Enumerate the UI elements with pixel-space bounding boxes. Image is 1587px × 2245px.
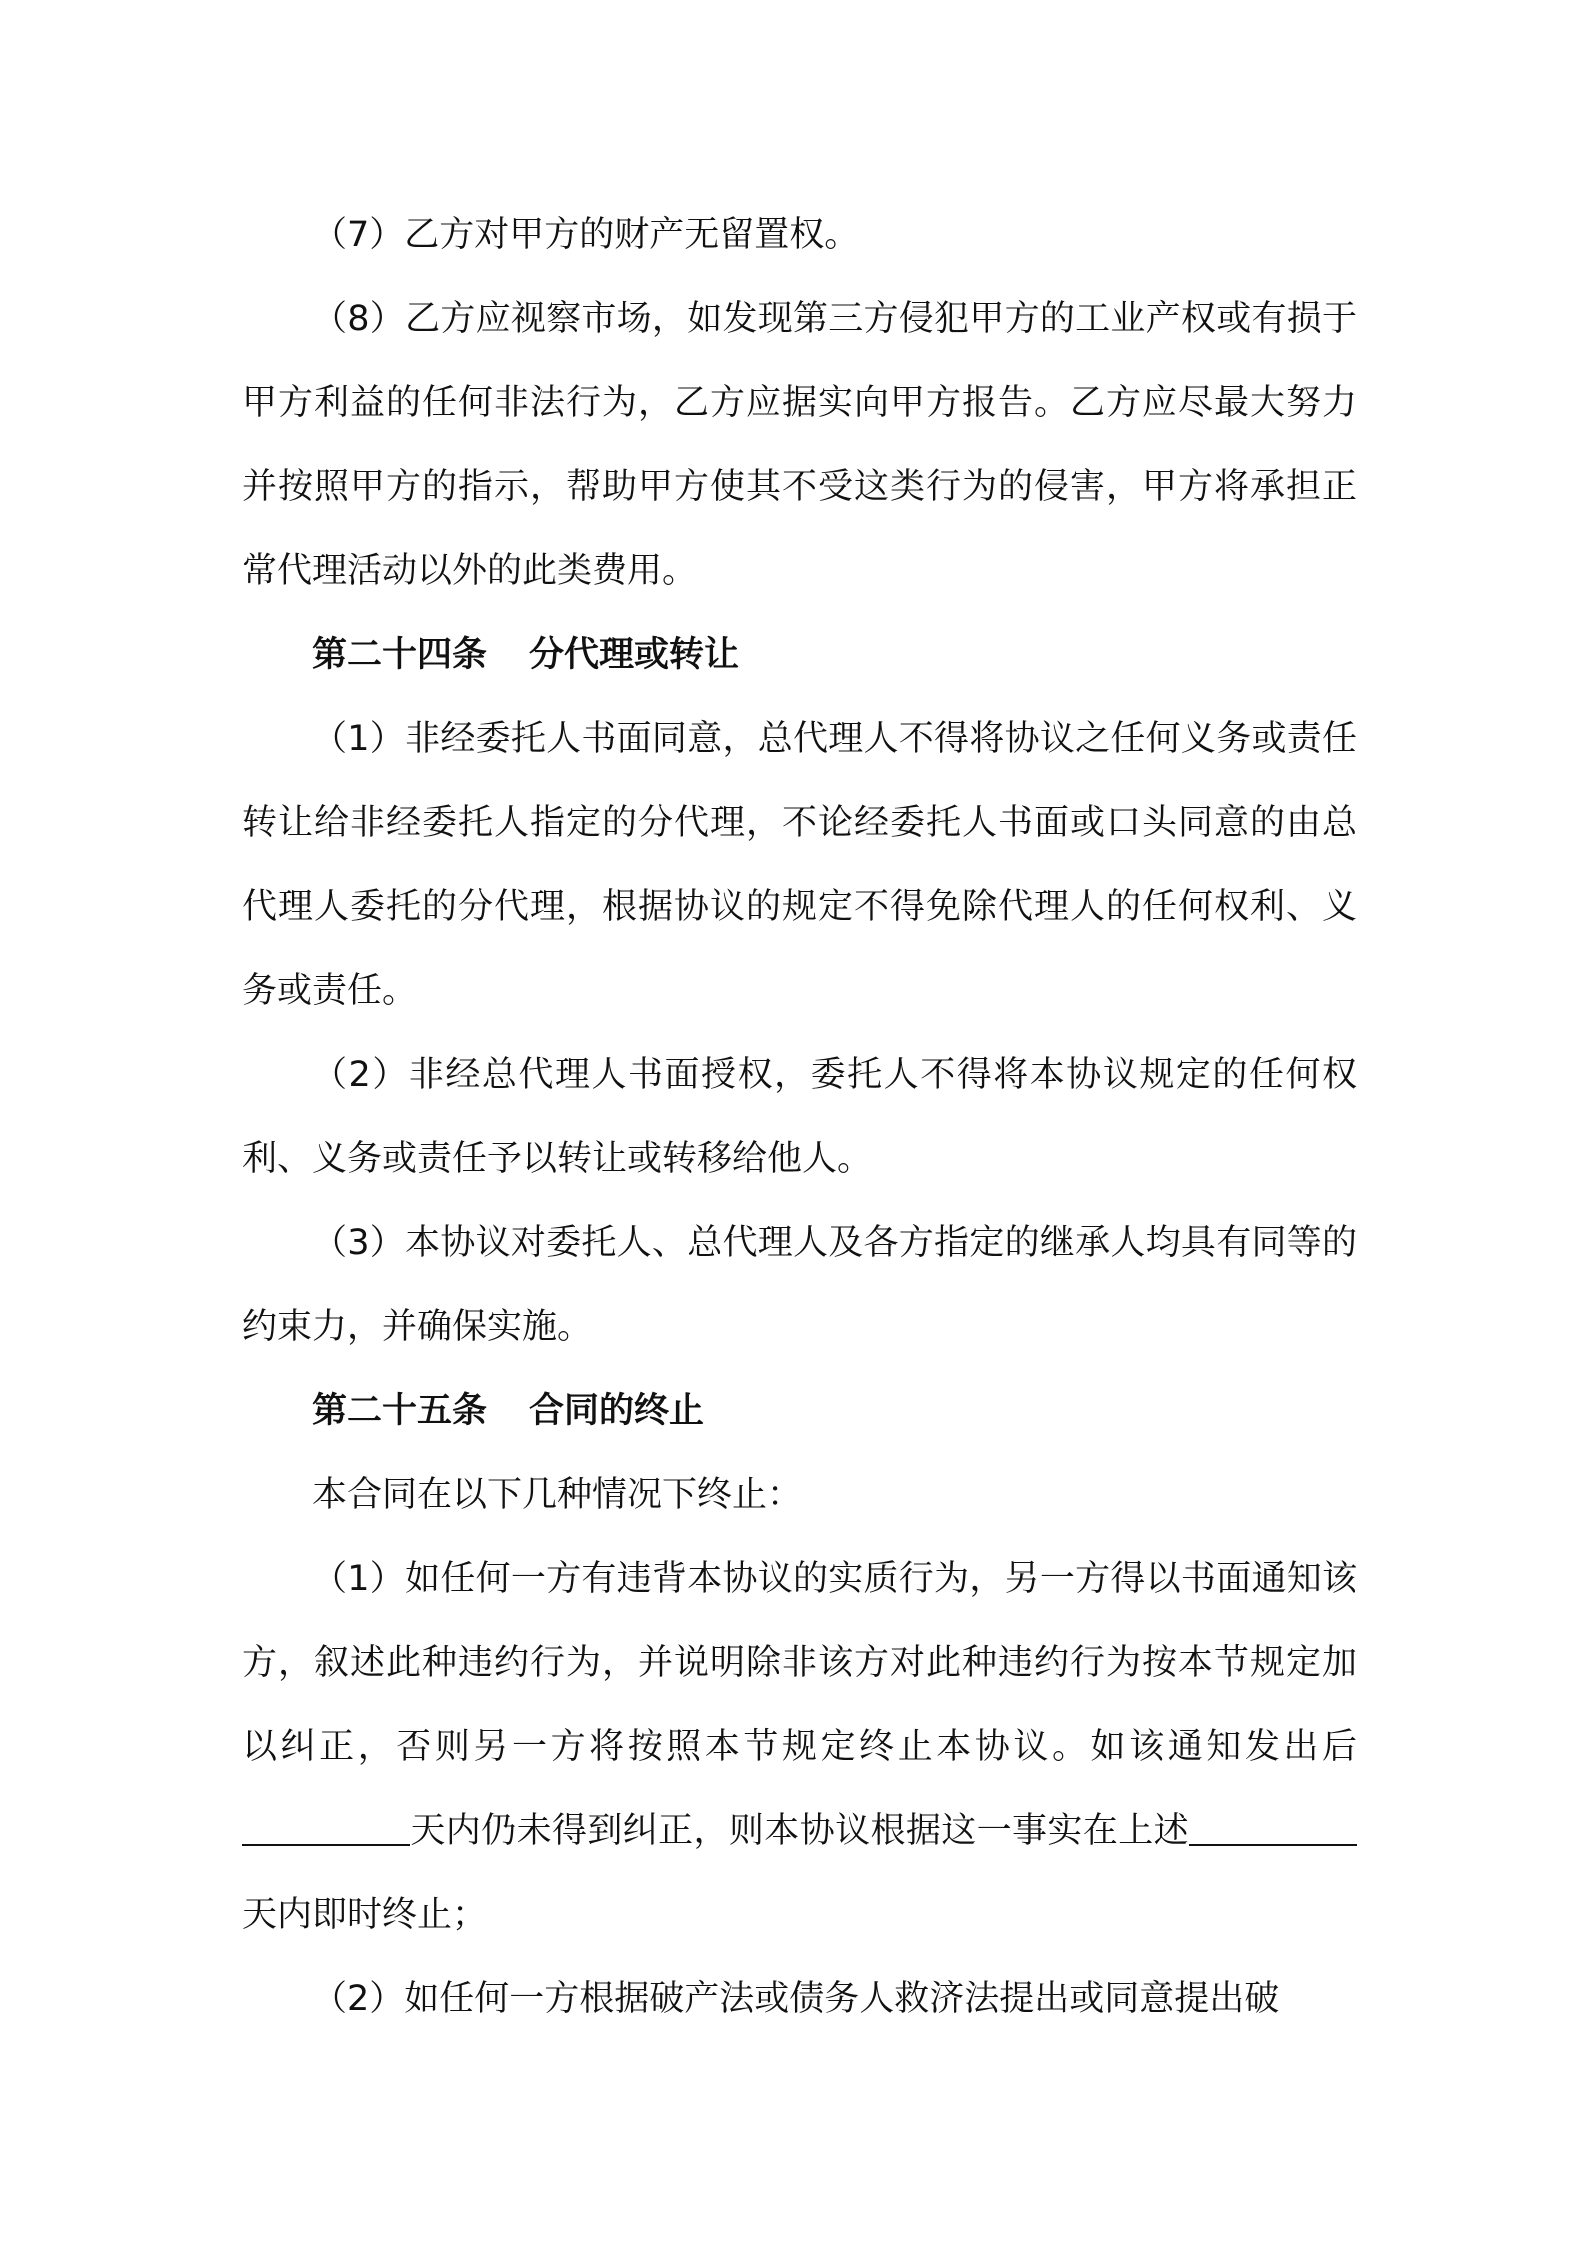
article-25-heading [242,1369,1357,1453]
article-24-title: 分代理或转让 [529,635,740,675]
blank-days-underline [242,1809,410,1846]
article-24-number: 第二十四条 [312,635,488,675]
article-25-clause-1 [242,1537,1357,1957]
article-25-intro: 本合同在以下几种情况下终止： [312,1475,803,1515]
clause-1-text-c: 天内即时终止； [242,1895,488,1935]
article-25-number: 第二十五条 [312,1391,488,1431]
article-24-heading [242,613,1357,697]
article-24-clause-1: （1）非经委托人书面同意，总代理人不得将协议之任何义务或责任转让给非经委托人指定的分代理，不论经委托人书面或口头同意的由总代理人委托的分代理，根据协议的规定不得免除代理人的任何权利、义务或责任。 [242,719,1357,1011]
blank-days-underline-2a [1189,1809,1245,1846]
clause-7: （7）乙方对甲方的财产无留置权。 [312,215,860,255]
clause-1-text-a: （1）如任何一方有违背本协议的实质行为，另一方得以书面通知该方，叙述此种违约行为，并说明除非该方对此种违约行为按本节规定加以纠正，否则另一方将按照本节规定终止本协议。如该通知发出后 [242,1559,1357,1767]
blank-days-underline-2b [1245,1809,1357,1846]
clause-8: （8）乙方应视察市场，如发现第三方侵犯甲方的工业产权或有损于甲方利益的任何非法行为，乙方应据实向甲方报告。乙方应尽最大努力并按照甲方的指示，帮助甲方使其不受这类行为的侵害，甲方将承担正常代理活动以外的此类费用。 [242,299,1357,591]
document-page [242,193,1357,2041]
article-25-title: 合同的终止 [529,1391,705,1431]
article-24-clause-2: （2）非经总代理人书面授权，委托人不得将本协议规定的任何权利、义务或责任予以转让或转移给他人。 [242,1055,1357,1179]
article-25-clause-2: （2）如任何一方根据破产法或债务人救济法提出或同意提出破 [312,1979,1280,2019]
article-24-clause-3: （3）本协议对委托人、总代理人及各方指定的继承人均具有同等的约束力，并确保实施。 [242,1223,1357,1347]
clause-1-text-b: 天内仍未得到纠正，则本协议根据这一事实在上述 [410,1811,1189,1851]
